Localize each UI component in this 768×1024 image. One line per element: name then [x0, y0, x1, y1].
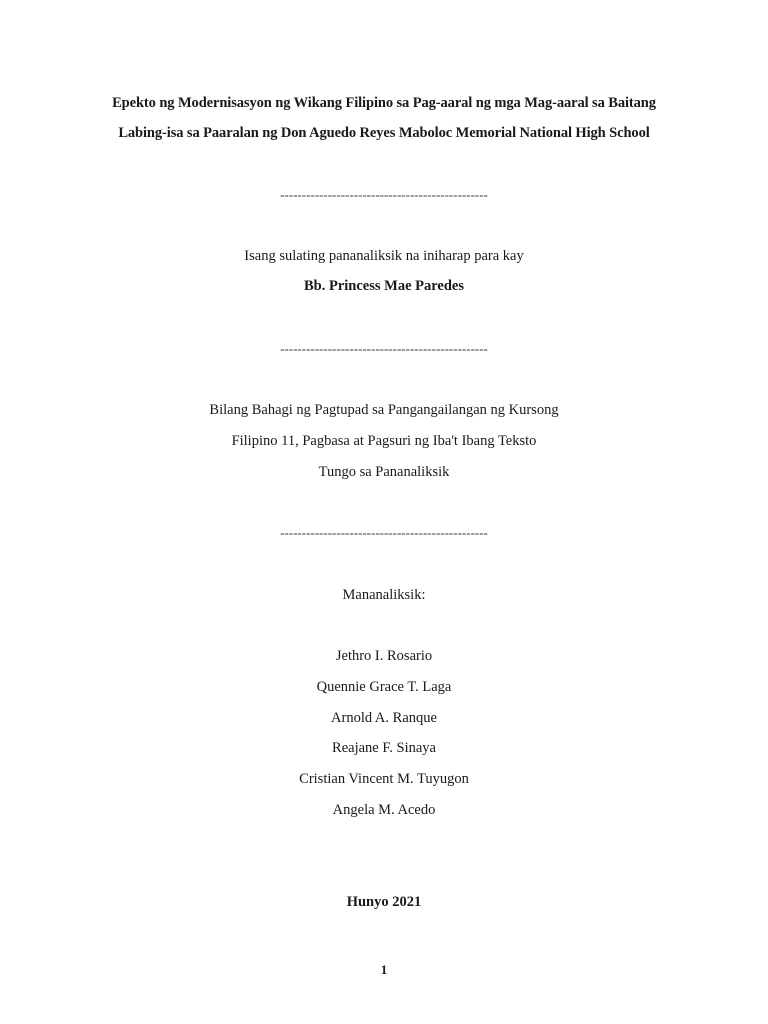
researchers-label: Mananaliksik: [342, 587, 426, 603]
researcher-name: Reajane F. Sinaya [332, 740, 436, 756]
requirement-line-2: Filipino 11, Pagbasa at Pagsuri ng Iba't Ibang Teksto [231, 433, 537, 449]
researcher-name: Cristian Vincent M. Tuyugon [299, 771, 469, 787]
researcher-name: Angela M. Acedo [332, 802, 436, 818]
submitted-text: Isang sulating pananaliksik na iniharap para kay [244, 248, 524, 264]
adviser-name: Bb. Princess Mae Paredes [303, 278, 464, 294]
requirement-line-3: Tungo sa Pananaliksik [318, 464, 450, 480]
separator-2: ------------------------------------------------ [280, 341, 488, 356]
submission-date: Hunyo 2021 [346, 894, 422, 910]
separator-1: ------------------------------------------------ [280, 187, 488, 202]
title-line-1: Epekto ng Modernisasyon ng Wikang Filipino sa Pag-aaral ng mga Mag-aaral sa Baitang [112, 95, 656, 111]
page-number: 1 [380, 962, 388, 977]
requirement-line-1: Bilang Bahagi ng Pagtupad sa Pangangailangan ng Kursong [209, 402, 559, 418]
researcher-name: Arnold A. Ranque [331, 710, 437, 726]
separator-3: ------------------------------------------------ [280, 525, 488, 540]
researcher-name: Quennie Grace T. Laga [316, 679, 452, 695]
researcher-name: Jethro I. Rosario [335, 648, 433, 664]
title-line-2: Labing-isa sa Paaralan ng Don Aguedo Reyes Maboloc Memorial National High School [118, 125, 650, 141]
